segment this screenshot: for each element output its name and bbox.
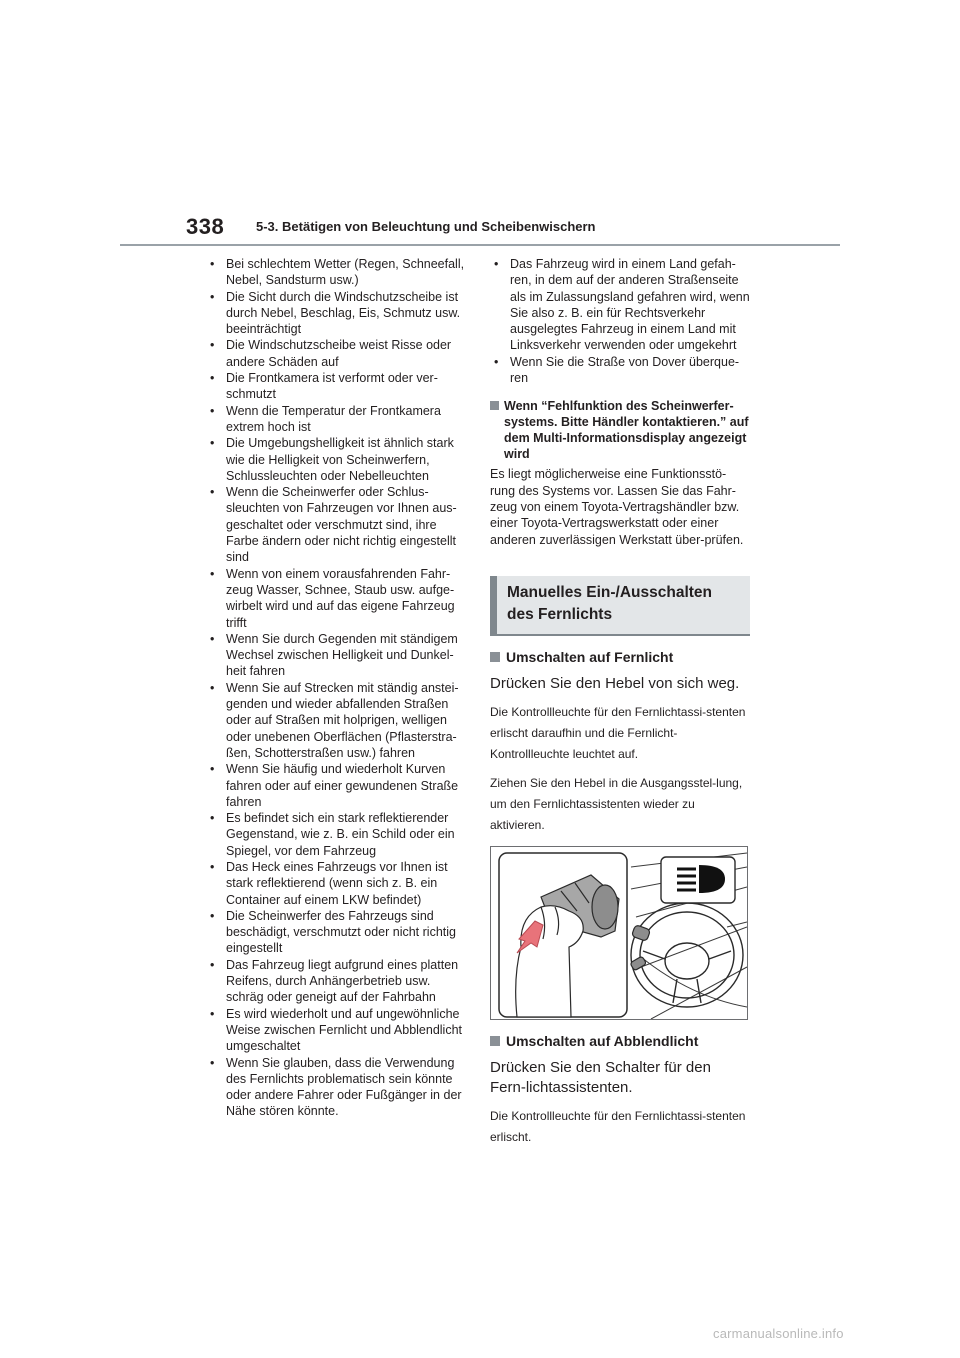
high-beam-note: Die Kontrollleuchte für den Fernlichtassi-stenten erlischt daraufhin und die Fernlicht-Kontrollleuchte leuchtet auf. (490, 704, 746, 761)
section-box-heading: Manuelles Ein-/Ausschalten des Fernlichts (490, 576, 750, 636)
list-item: • Die Frontkamera ist verformt oder ver-schmutzt (206, 370, 468, 403)
malfunction-text: Es liegt möglicherweise eine Funktionsstö-rung des Systems vor. Lassen Sie das Fahr-zeug von einem Toyota-Vertragshändler bzw. einer Toyota-Vertragswerkstatt oder einer anderen zuverlässigen Werkstatt über-prüfen. (490, 467, 744, 547)
list-item: • Es wird wiederholt und auf ungewöhnliche Weise zwischen Fernlicht und Abblendlicht umgeschaltet (206, 1006, 468, 1055)
condition-list (206, 256, 468, 1120)
lever-illustration (490, 846, 748, 1020)
list-item: • Es befindet sich ein stark reflektierender Gegenstand, wie z. B. ein Schild oder ein Spiegel, vor dem Fahrzeug (206, 810, 468, 859)
list-item: • Wenn Sie häufig und wiederholt Kurven fahren oder auf einer gewundenen Straße fahren (206, 761, 468, 810)
right-column (490, 256, 750, 1148)
list-item: • Die Umgebungshelligkeit ist ähnlich stark wie die Helligkeit von Scheinwerfern, Schlussleuchten oder Nebelleuchten (206, 435, 468, 484)
list-item: • Wenn Sie auf Strecken mit ständig anstei-genden und wieder abfallenden Straßen oder auf Straßen mit holprigen, welligen oder unebenen Oberflächen (Pflasterstra-ßen, Schotterstraßen usw.) fahren (206, 680, 468, 761)
steering-wheel-icon (631, 903, 743, 1007)
malfunction-heading: Wenn “Fehlfunktion des Scheinwerfer-systems. Bitte Händler kontaktieren.” auf dem Multi-Informationsdisplay angezeigt wird (490, 398, 750, 462)
list-item: • Wenn Sie glauben, dass die Verwendung des Fernlichts problematisch sein könnte oder andere Fahrer oder Fußgänger in der Nähe stören könnte. (206, 1055, 468, 1120)
page-number: 338 (186, 214, 225, 239)
header-divider (120, 244, 840, 246)
footer-watermark: carmanualsonline.info (713, 1326, 844, 1341)
high-beam-indicator-icon (661, 857, 735, 903)
list-item: • Das Fahrzeug liegt aufgrund eines platten Reifens, durch Anhängerbetrieb usw. schräg oder geneigt auf der Fahrbahn (206, 957, 468, 1006)
reactivate-note: Ziehen Sie den Hebel in die Ausgangsstel-lung, um den Fernlichtassistenten wieder zu aktivieren. (490, 775, 743, 832)
low-beam-instruction: Drücken Sie den Schalter für den Fern-lichtassistenten. (490, 1058, 711, 1096)
high-beam-instruction: Drücken Sie den Hebel von sich weg. (490, 674, 740, 692)
list-item: • Das Heck eines Fahrzeugs vor Ihnen ist stark reflektierend (wenn sich z. B. ein Container auf einem LKW befindet) (206, 859, 468, 908)
list-item: • Wenn die Scheinwerfer oder Schlus-sleuchten von Fahrzeugen vor Ihnen aus-geschaltet oder verschmutzt sind, ihre Farbe ändern oder nicht richtig eingestellt sind (206, 484, 468, 565)
list-item: • Wenn die Temperatur der Frontkamera extrem hoch ist (206, 403, 468, 436)
high-beam-heading: Umschalten auf Fernlicht (490, 648, 750, 666)
list-item: • Wenn von einem vorausfahrenden Fahr-zeug Wasser, Schnee, Staub usw. aufge-wirbelt wird und auf das eigene Fahrzeug trifft (206, 566, 468, 631)
list-item: • Die Windschutzscheibe weist Risse oder andere Schäden auf (206, 337, 468, 370)
low-beam-heading: Umschalten auf Abblendlicht (490, 1032, 750, 1050)
list-item: • Die Sicht durch die Windschutzscheibe ist durch Nebel, Beschlag, Eis, Schmutz usw. beeinträchtigt (206, 289, 468, 338)
list-item: • Bei schlechtem Wetter (Regen, Schneefall, Nebel, Sandsturm usw.) (206, 256, 468, 289)
lever-illustration-drawing (491, 847, 747, 1019)
list-item: • Die Scheinwerfer des Fahrzeugs sind beschädigt, verschmutzt oder nicht richtig eingestellt (206, 908, 468, 957)
condition-list-continued (490, 256, 750, 386)
section-title: 5-3. Betätigen von Beleuchtung und Scheibenwischern (256, 219, 596, 234)
list-item: • Wenn Sie durch Gegenden mit ständigem Wechsel zwischen Helligkeit und Dunkel-heit fahren (206, 631, 468, 680)
left-column (206, 256, 468, 1120)
low-beam-note: Die Kontrollleuchte für den Fernlichtassi-stenten erlischt. (490, 1108, 746, 1144)
list-item: • Wenn Sie die Straße von Dover überque-ren (490, 354, 750, 387)
list-item: • Das Fahrzeug wird in einem Land gefah-ren, in dem auf der anderen Straßenseite als im Zulassungsland gefahren wird, wenn Sie also z. B. ein für Rechtsverkehr ausgelegtes Fahrzeug in einem Land mit Linksverkehr verwenden oder umgekehrt (490, 256, 750, 354)
